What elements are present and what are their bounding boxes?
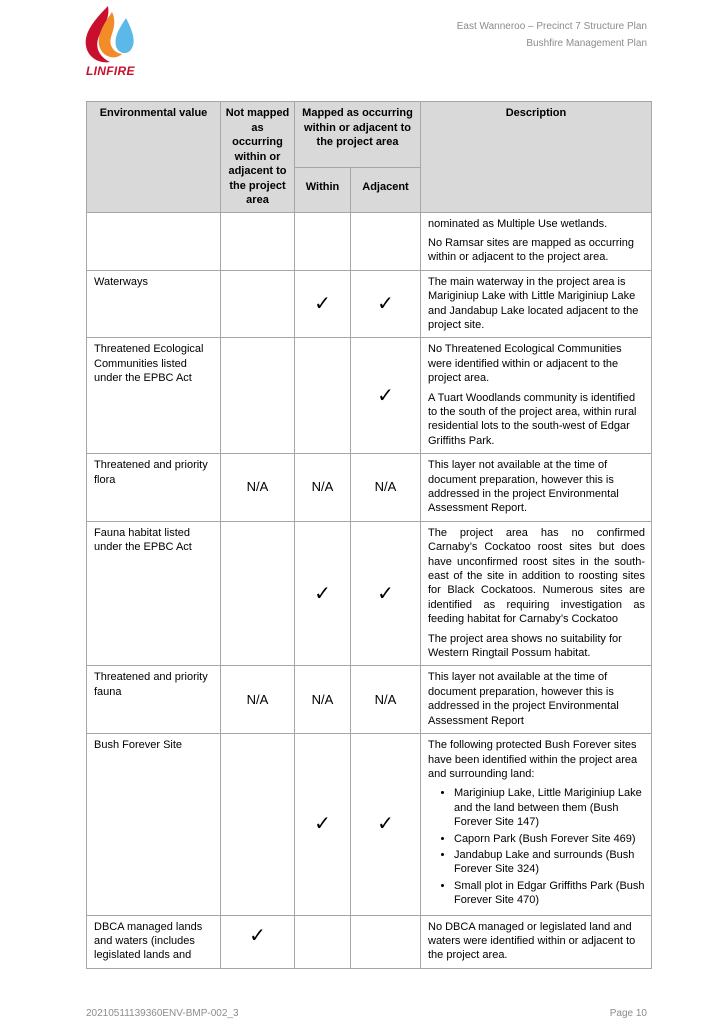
col-header-within: Within [295,167,351,212]
checkmark-icon: ✓ [249,924,266,947]
cell-adjacent [351,915,421,968]
checkmark-icon: ✓ [377,813,394,836]
cell-adjacent [351,212,421,270]
description-text: nominated as Multiple Use wetlands. [428,217,608,230]
cell-not-mapped [221,915,295,968]
checkmark-icon: ✓ [377,582,394,605]
row-description [421,338,652,454]
cell-within: N/A [295,454,351,522]
list-item: • Jandabup Lake and surrounds (Bush Forever Site 324) [454,848,645,877]
row-value: Bush Forever Site [87,734,221,915]
table-row [87,521,652,666]
row-value: Threatened and priority fauna [87,666,221,734]
cell-not-mapped [221,338,295,454]
checkmark-icon: ✓ [314,813,331,836]
flame-drop-icon [80,4,142,66]
row-description [421,270,652,338]
table-row [87,338,652,454]
cell-adjacent [351,521,421,666]
description-text: This layer not available at the time of document preparation, however this is addressed in the project Environmental Assessment Report [428,671,619,727]
cell-within [295,212,351,270]
description-text: No Threatened Ecological Communities were identified within or adjacent to the project area. [428,343,622,385]
col-header-description: Description [421,102,652,213]
cell-within [295,338,351,454]
cell-adjacent: N/A [351,454,421,522]
checkmark-icon: ✓ [314,293,331,316]
cell-within: N/A [295,666,351,734]
table-row [87,454,652,522]
cell-not-mapped [221,521,295,666]
logo-wordmark: LINFIRE [86,64,135,78]
row-description [421,734,652,915]
row-description [421,212,652,270]
cell-not-mapped [221,270,295,338]
footer-document-id: 20210511139360ENV-BMP-002_3 [86,1008,239,1019]
row-value: Waterways [87,270,221,338]
row-value: Threatened and priority flora [87,454,221,522]
cell-adjacent [351,734,421,915]
description-text: No Ramsar sites are mapped as occurring within or adjacent to the project area. [428,236,635,264]
description-text: A Tuart Woodlands community is identified to the south of the project area, within rural residential lots to the south-west of Edgar Griffiths Park. [428,391,637,447]
cell-not-mapped: N/A [221,666,295,734]
header-project-title: East Wanneroo – Precinct 7 Structure Plan [456,21,647,32]
row-description [421,521,652,666]
col-header-not-mapped: Not mapped as occurring within or adjacent to the project area [221,102,295,213]
description-text: No DBCA managed or legislated land and waters were identified within or adjacent to the project area. [428,920,636,962]
row-value [87,212,221,270]
row-value: Fauna habitat listed under the EPBC Act [87,521,221,666]
checkmark-icon: ✓ [377,293,394,316]
footer-page-number: Page 10 [609,1008,647,1019]
table-row [87,270,652,338]
list-item: • Mariginiup Lake, Little Mariginiup Lake and the land between them (Bush Forever Site 147) [454,786,645,829]
cell-within [295,521,351,666]
cell-adjacent [351,338,421,454]
description-text: The main waterway in the project area is Mariginiup Lake with Little Mariginiup Lake and Jandabup Lake located adjacent to the project site. [428,275,639,331]
environmental-values-table [86,101,652,969]
col-header-environmental-value: Environmental value [87,102,221,213]
table-row [87,915,652,968]
description-text: The following protected Bush Forever sites have been identified within the project area and surrounding land: [428,739,638,780]
description-text: The project area shows no suitability for Western Ringtail Possum habitat. [428,632,622,660]
cell-not-mapped [221,734,295,915]
header-document-title: Bushfire Management Plan [526,38,647,49]
row-description [421,454,652,522]
row-value: Threatened Ecological Communities listed under the EPBC Act [87,338,221,454]
bush-forever-list [428,786,645,907]
cell-within [295,915,351,968]
row-description [421,915,652,968]
cell-adjacent [351,270,421,338]
row-description [421,666,652,734]
table-row [87,666,652,734]
cell-not-mapped: N/A [221,454,295,522]
list-item: • Caporn Park (Bush Forever Site 469) [454,832,645,846]
description-text: The project area has no confirmed Carnaby’s Cockatoo roost sites but does have unconfirmed roost sites in the south-east of the site in addition to roosting sites for Black Cockatoos. Numerous sites are identified as requiring investigation as feeding habitat for Carnaby’s Cockatoo [428,526,645,626]
col-header-mapped: Mapped as occurring within or adjacent to the project area [295,102,421,168]
row-value: DBCA managed lands and waters (includes legislated lands and [87,915,221,968]
description-text: This layer not available at the time of document preparation, however this is addressed in the project Environmental Assessment Report. [428,459,619,515]
cell-not-mapped [221,212,295,270]
checkmark-icon: ✓ [314,582,331,605]
checkmark-icon: ✓ [377,384,394,407]
table-row [87,212,652,270]
col-header-adjacent: Adjacent [351,167,421,212]
cell-within [295,734,351,915]
cell-adjacent: N/A [351,666,421,734]
table-row [87,734,652,915]
cell-within [295,270,351,338]
list-item: • Small plot in Edgar Griffiths Park (Bush Forever Site 470) [454,879,645,908]
